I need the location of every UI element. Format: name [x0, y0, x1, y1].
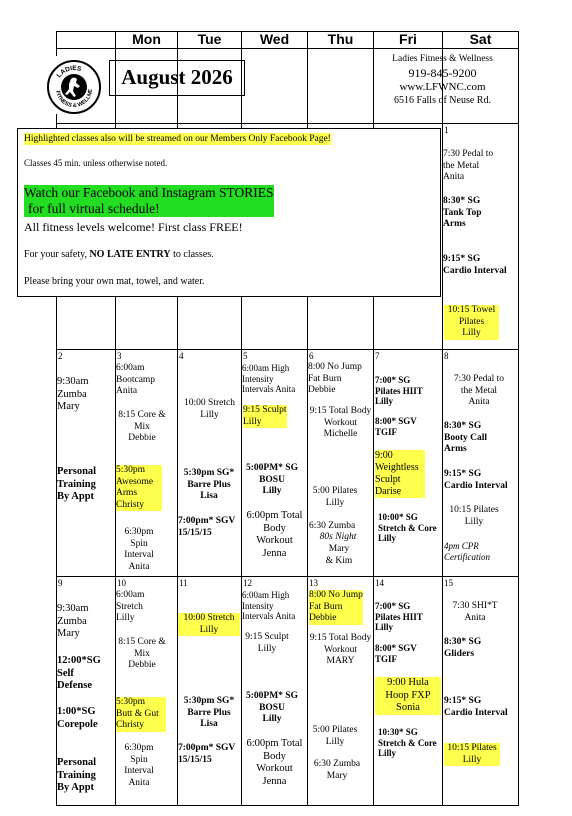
- notice-late-b: NO LATE ENTRY: [89, 249, 171, 260]
- class-entry: 8:15 Core & Mix Debbie: [118, 410, 166, 443]
- class-entry: 7:00* SG Pilates HIIT Lilly: [375, 601, 423, 632]
- class-entry: 9:15 Total Body Workout MARY: [309, 633, 372, 666]
- svg-text:FITNESS & WELLNESS: FITNESS & WELLNE: [54, 88, 95, 110]
- class-entry: 5:30pm Butt & Gut Christy: [116, 697, 166, 732]
- day-cell-3: [116, 350, 177, 576]
- notice-welcome: All fitness levels welcome! First class FREE!: [24, 220, 243, 234]
- class-entry: 9:15 Sculpt Lilly: [243, 405, 287, 427]
- class-entry: 6:00am Bootcamp Anita: [116, 363, 156, 396]
- contact-phone: 919-845-9200: [408, 66, 477, 80]
- weekday-fri: Fri: [399, 31, 417, 47]
- day-cell-11: [178, 577, 241, 805]
- class-entry: 6:00pm Total Body Workout Jenna: [246, 510, 303, 559]
- day-number: 6: [309, 351, 314, 361]
- class-entry: 7:30 SHI*T Anita: [452, 601, 498, 623]
- notice-facebook: [24, 185, 274, 217]
- class-entry: 80s Night: [319, 532, 357, 542]
- contact-info: [375, 53, 510, 107]
- contact-website: www.LFWNC.com: [399, 81, 486, 93]
- day-number: 13: [309, 578, 318, 588]
- notice-bring: Please bring your own mat, towel, and water.: [24, 276, 205, 287]
- notice-facebook-line1: Watch our Facebook and Instagram STORIES: [24, 185, 274, 200]
- class-entry: 6:00am Stretch Lilly: [116, 590, 145, 623]
- day-number: 14: [375, 578, 384, 588]
- notice-facebook-line2: for full virtual schedule!: [28, 201, 160, 216]
- class-entry: 10:00 Stretch Lilly: [184, 398, 235, 420]
- class-entry: 12:00*SG Self Defense: [57, 655, 101, 691]
- class-entry: 8:00 No Jump Fat Burn Debbie: [308, 362, 362, 395]
- class-entry: 5:30pm SG* Barre Plus Lisa: [183, 696, 235, 729]
- class-entry: 8:15 Core & Mix Debbie: [118, 637, 166, 670]
- brand-logo: [47, 60, 101, 114]
- class-entry: 10:30* SG Stretch & Core Lilly: [378, 727, 437, 758]
- class-entry: 5:00PM* SG BOSU Lilly: [246, 463, 298, 496]
- class-entry: 9:15* SG Cardio Interval: [444, 469, 508, 491]
- weekday-sat: Sat: [469, 31, 492, 47]
- day-number: 4: [179, 351, 184, 361]
- page-title: August 2026: [109, 60, 245, 96]
- class-entry: 6:30pm Spin Interval Anita: [124, 743, 154, 788]
- class-entry: Personal Training By Appt: [57, 757, 97, 793]
- weekday-mon: Mon: [132, 31, 161, 47]
- day-cell-9: [57, 577, 115, 805]
- day-cell-5: [242, 350, 307, 576]
- class-entry: 10:00 Stretch Lilly: [178, 613, 240, 636]
- day-number: 8: [444, 351, 449, 361]
- day-number: 1: [444, 125, 449, 135]
- day-number: 11: [179, 578, 188, 588]
- weekday-tue: Tue: [197, 31, 222, 47]
- notice-late-a: For your safety,: [24, 249, 90, 260]
- day-number: 15: [444, 578, 453, 588]
- day-cell-6: [308, 350, 373, 576]
- class-entry: 10:15 Pilates Lilly: [444, 743, 500, 766]
- class-entry: 8:30* SG Gliders: [444, 637, 482, 659]
- class-entry: 8:30* SG Tank Top Arms: [443, 196, 482, 229]
- notice-duration: Classes 45 min. unless otherwise noted.: [24, 158, 168, 168]
- day-number: 9: [58, 578, 63, 588]
- class-entry: 5:30pm Awesome Arms Christy: [116, 465, 162, 511]
- class-entry: 8:00* SGV TGIF: [375, 416, 417, 437]
- day-number: 5: [243, 351, 248, 361]
- class-entry: 6:30 Zumba Mary: [313, 759, 361, 781]
- class-entry: 9:15* SG Cardio Interval: [444, 696, 508, 718]
- day-cell-13: [308, 577, 373, 805]
- class-entry: 9:00 Hula Hoop FXP Sonia: [375, 677, 441, 715]
- class-entry: 6:00pm Total Body Workout Jenna: [246, 738, 303, 787]
- notice-late-c: to classes.: [170, 249, 214, 260]
- class-entry: 9:00 Weightless Sculpt Darise: [375, 450, 425, 498]
- class-entry: 8:00 No Jump Fat Burn Debbie: [309, 590, 363, 623]
- class-entry: 9:15 Total Body Workout Michelle: [309, 406, 372, 439]
- class-entry: 6:30 Zumba: [309, 521, 356, 531]
- class-entry: 8:30* SG Booty Call Arms: [444, 421, 488, 454]
- class-entry: 7:00* SG Pilates HIIT Lilly: [375, 375, 423, 406]
- day-cell-12: [242, 577, 307, 805]
- class-entry: 5:00 Pilates Lilly: [312, 486, 358, 508]
- day-number: 10: [117, 578, 126, 588]
- class-entry: 5:30pm SG* Barre Plus Lisa: [183, 468, 235, 501]
- class-entry: 10:15 Towel Pilates Lilly: [444, 305, 499, 340]
- class-entry: 1:00*SG Corepole: [57, 706, 98, 730]
- class-entry: 10:15 Pilates Lilly: [449, 505, 499, 527]
- class-entry: 4pm CPR Certification: [444, 541, 490, 562]
- class-entry: 5:00 Pilates Lilly: [312, 725, 358, 747]
- day-cell-8: [443, 350, 518, 576]
- class-entry: 6:00am High Intensity Intervals Anita: [242, 363, 296, 394]
- day-number: 7: [375, 351, 380, 361]
- day-cell-7: [374, 350, 442, 576]
- class-entry: Personal Training By Appt: [57, 466, 97, 502]
- day-cell-4: [178, 350, 241, 576]
- class-entry: 9:15 Sculpt Lilly: [245, 632, 289, 654]
- weekday-wed: Wed: [259, 31, 290, 47]
- day-cell-1: [443, 124, 518, 349]
- day-cell-10: [116, 577, 177, 805]
- class-entry: 5:00PM* SG BOSU Lilly: [246, 691, 298, 724]
- class-entry: 6:00am High Intensity Intervals Anita: [242, 590, 296, 621]
- logo-figure-icon: [49, 62, 99, 112]
- notice-box: [17, 128, 441, 297]
- class-entry: 9:15* SG Cardio Interval: [443, 254, 507, 276]
- class-entry: 7:00pm* SGV 15/15/15: [178, 743, 236, 765]
- weekday-thu: Thu: [327, 31, 354, 47]
- class-entry: 7:30 Pedal to the Metal Anita: [443, 149, 494, 182]
- day-cell-2: [57, 350, 115, 576]
- class-entry: 8:00* SGV TGIF: [375, 643, 417, 664]
- class-entry: 9:30am Zumba Mary: [57, 603, 89, 639]
- day-number: 2: [58, 351, 63, 361]
- class-entry: 7:00pm* SGV 15/15/15: [178, 516, 236, 538]
- day-cell-14: [374, 577, 442, 805]
- class-entry: Mary & Kim: [325, 544, 353, 566]
- notice-late-entry: [24, 249, 214, 261]
- class-entry: 6:30pm Spin Interval Anita: [124, 527, 154, 572]
- contact-address: 6516 Falls of Neuse Rd.: [394, 95, 491, 106]
- class-entry: 7:30 Pedal to the Metal Anita: [453, 374, 505, 407]
- day-number: 12: [243, 578, 252, 588]
- day-cell-15: [443, 577, 518, 805]
- contact-name: Ladies Fitness & Wellness: [392, 54, 493, 64]
- day-number: 3: [117, 351, 122, 361]
- class-entry: 9:30am Zumba Mary: [57, 376, 89, 412]
- svg-text:LADIES: LADIES: [55, 64, 83, 80]
- notice-streamed: Highlighted classes also will be streamed on our Members Only Facebook Page!: [24, 134, 331, 144]
- class-entry: 10:00* SG Stretch & Core Lilly: [378, 512, 437, 543]
